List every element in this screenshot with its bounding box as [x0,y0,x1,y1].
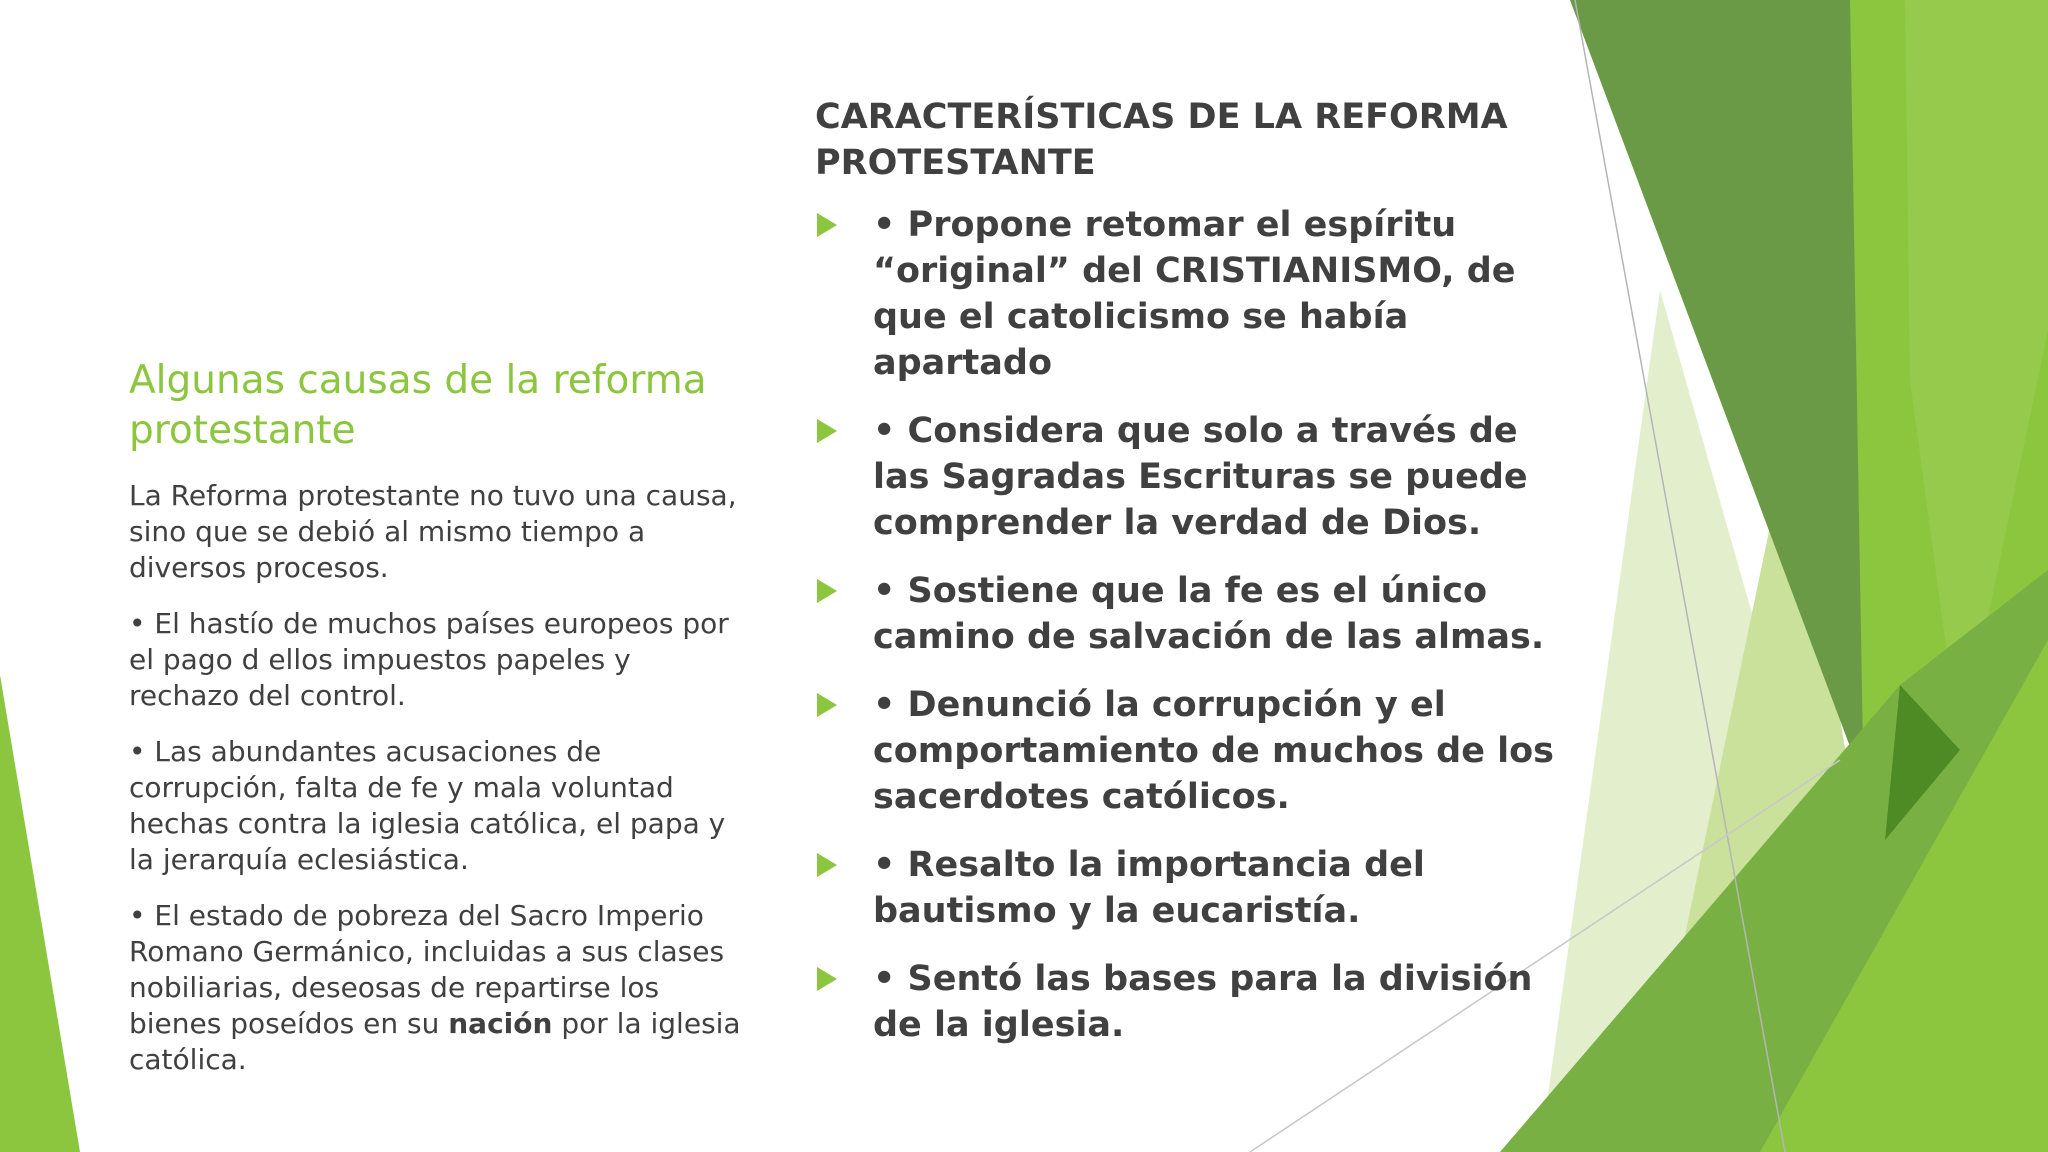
triangle-bullet-icon [817,853,837,877]
causes-section [129,356,749,1078]
list-item-text: • Sostiene que la fe es el único camino de salvación de las almas. [873,571,1545,657]
causes-title: Algunas causas de la reforma protestante [129,358,707,453]
cause-item-3 [129,898,749,1078]
list-item-text: • Sentó las bases para la división de la iglesia. [873,959,1533,1045]
characteristics-title: CARACTERÍSTICAS DE LA REFORMA PROTESTANTE [815,97,1508,183]
characteristics-list [815,202,1560,1048]
cause-item-1: • El hastío de muchos países europeos por el pago d ellos impuestos papeles y rechazo del control. [129,607,729,712]
cause-item-3-text-end: por la iglesia católica. [129,1007,741,1076]
list-item [815,202,1560,386]
characteristics-section [815,94,1560,1070]
triangle-bullet-icon [817,967,837,991]
list-item-text: • Denunció la corrupción y el comportamiento de muchos de los sacerdotes católicos. [873,685,1554,817]
list-item-text: • Propone retomar el espíritu “original” del CRISTIANISMO, de que el catolicismo se había apartado [873,205,1516,383]
list-item [815,408,1560,546]
triangle-bullet-icon [817,579,837,603]
cause-item-3-text-start: • El estado de pobreza del Sacro Imperio Romano Germánico, incluidas a sus clases nobiliarias, deseosas de repartirse los bienes poseídos en su [129,899,725,1040]
list-item [815,956,1560,1048]
triangle-bullet-icon [817,693,837,717]
cause-item-2: • Las abundantes acusaciones de corrupción, falta de fe y mala voluntad hechas contra la iglesia católica, el papa y la jerarquía eclesiástica. [129,735,726,876]
triangle-bullet-icon [817,213,837,237]
bottom-left-green-sliver [0,675,80,1152]
cause-item-3-bold-word: nación [448,1007,553,1040]
list-item [815,568,1560,660]
list-item-text: • Considera que solo a través de las Sagradas Escrituras se puede comprender la verdad de Dios. [873,411,1528,543]
causes-intro: La Reforma protestante no tuvo una causa, sino que se debió al mismo tiempo a diversos procesos. [129,479,737,584]
list-item [815,682,1560,820]
triangle-bullet-icon [817,419,837,443]
list-item-text: • Resalto la importancia del bautismo y la eucaristía. [873,845,1425,931]
list-item [815,842,1560,934]
